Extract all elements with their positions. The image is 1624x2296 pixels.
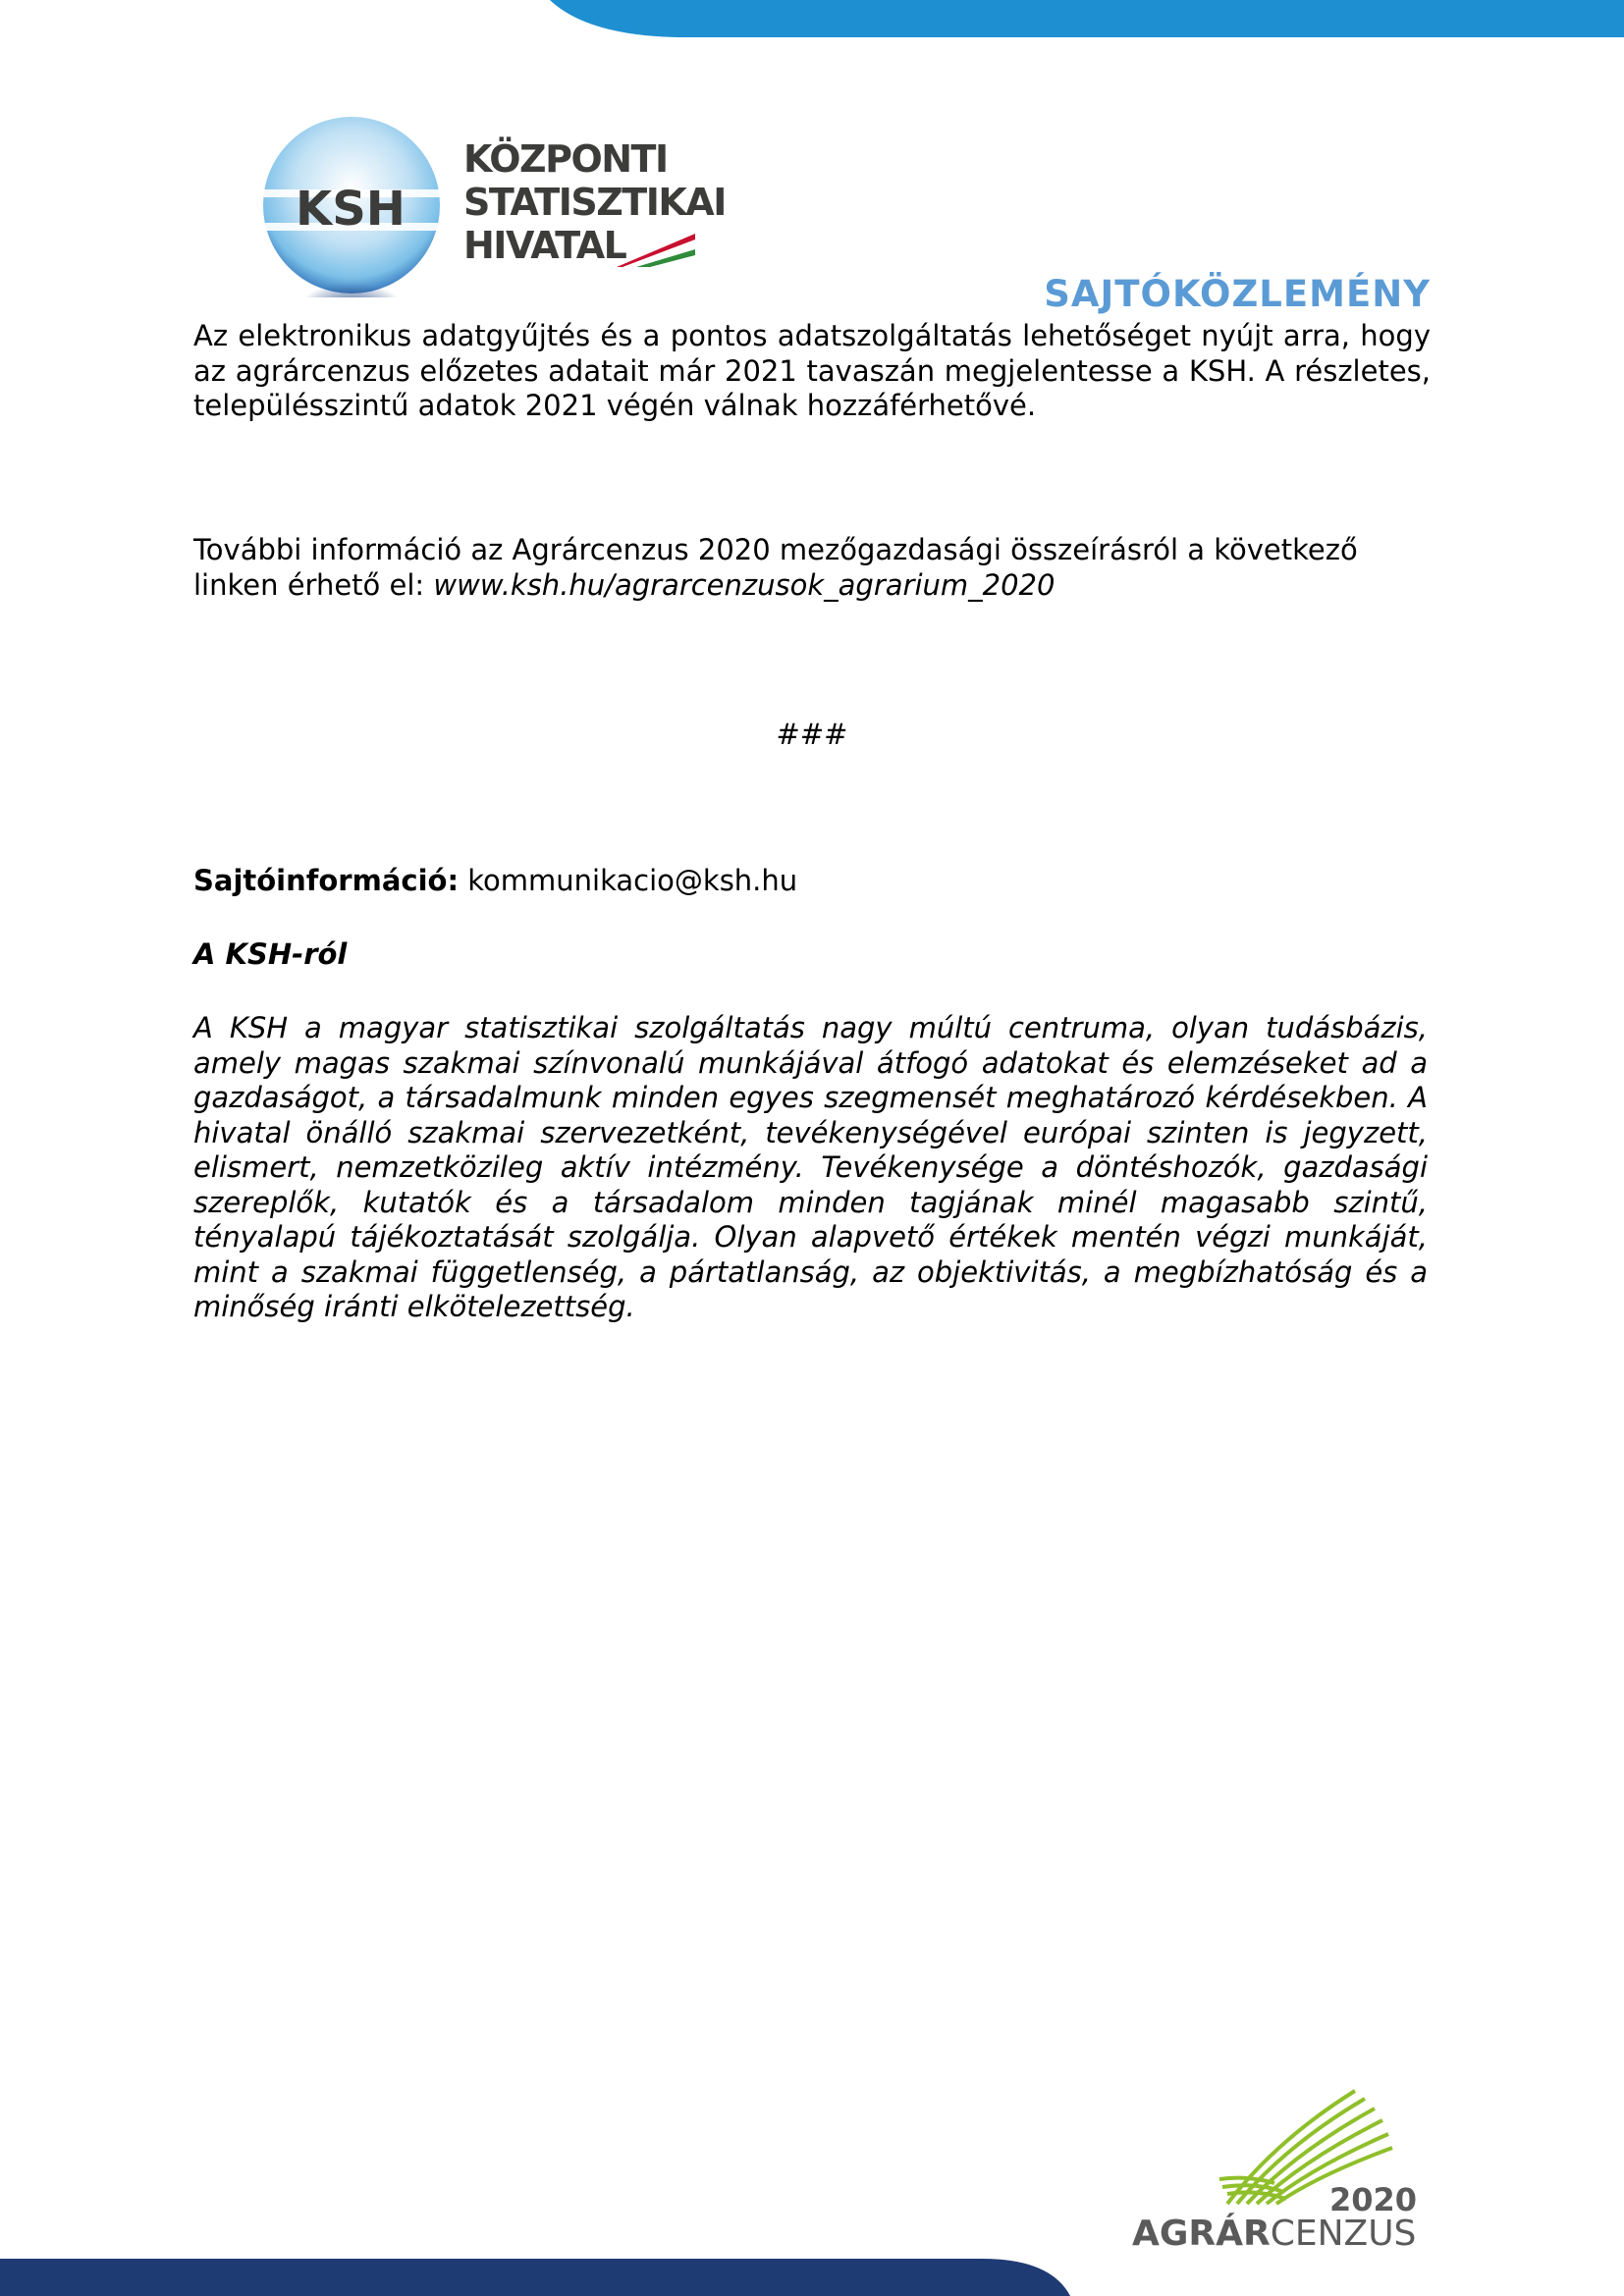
press-info-label: Sajtóinformáció: (193, 864, 460, 897)
press-info (193, 864, 797, 897)
agrarcenzus-name (1132, 2214, 1416, 2254)
more-info-link[interactable]: www.ksh.hu/agrarcenzusok_agrarium_2020 (433, 567, 1056, 602)
ksh-logo-name-line: KÖZPONTI (463, 137, 668, 181)
top-decorative-band (0, 0, 1624, 39)
agrarcenzus-name-light: CENZUS (1270, 2214, 1417, 2254)
ksh-logo-name-line: STATISZTIKAI (463, 181, 726, 224)
separator: ### (776, 718, 848, 751)
agrarcenzus-name-bold: AGRÁR (1132, 2214, 1271, 2254)
agrarcenzus-year: 2020 (1329, 2181, 1418, 2218)
press-info-email[interactable]: kommunikacio@ksh.hu (467, 864, 798, 897)
about-text: A KSH a magyar statisztikai szolgáltatás nagy múltú centruma, olyan tudásbázis, amely magas szakmai színvonalú munkájával átfogó adatokat és elemzéseket ad a gazdaságot, a társadalmunk minden egyes szegmensét meghatározó kérdésekben. A hivatal önálló szakmai szervezetként, tevékenységével európai szinten is jegyzett, elismert, nemzetközileg aktív intézmény. Tevékenysége a döntéshozók, gazdasági szereplők, kutatók és a társadalom minden tagjának minél magasabb szintű, tényalapú tájékoztatását szolgálja. Olyan alapvető értékek mentén végzi munkáját, mint a szakmai függetlenség, a pártatlanság, az objektivitás, a megbízhatóság és a minőség iránti elkötelezettség. (193, 1011, 1428, 1323)
page-title: SAJTÓKÖZLEMÉNY (1044, 273, 1431, 315)
ksh-logo-mark: KSH (296, 182, 406, 237)
more-info-text: További információ az Agrárcenzus 2020 mezőgazdasági összeírásról a következő linken érhető el: (193, 533, 1358, 602)
ksh-logo-name-line: HIVATAL (463, 224, 626, 267)
body-paragraph-more-info (193, 533, 1431, 603)
about-heading: A KSH-ról (193, 937, 348, 971)
hungarian-flag-stripe-icon (617, 234, 695, 267)
body-paragraph: Az elektronikus adatgyűjtés és a pontos adatszolgáltatás lehetőséget nyújt arra, hogy az agrárcenzus előzetes adatait már 2021 tavaszán megjelentesse a KSH. A részletes, településszintű adatok 2021 végén válnak hozzáférhetővé. (193, 319, 1431, 422)
bottom-decorative-band (0, 2253, 1624, 2296)
